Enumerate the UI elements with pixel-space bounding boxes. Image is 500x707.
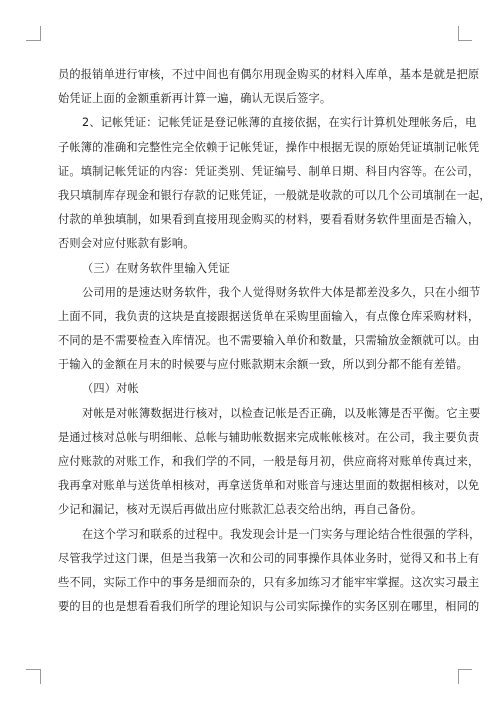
text-line: 否则会对应付账款有影响。 [58, 237, 195, 251]
text-line: 我再拿对账单与送货单相核对，再拿送货单和对账音与速达里面的数据相核对，以免 [58, 479, 480, 493]
crop-mark-top-right [458, 40, 472, 41]
text-line: 公司用的是速达财务软件，我个人觉得财务软件大体是都差没多久，只在小细节 [82, 285, 481, 299]
text-line: 尽管我学过这门课，但是当我第一次和公司的同事操作具体业务时，觉得又和书上有 [58, 551, 480, 565]
crop-mark-bottom-left [26, 669, 40, 670]
text-line: 在这个学习和联系的过程中。我发现会计是一门实务与理论结合性很强的学科， [82, 527, 481, 541]
text-line: 员的报销单进行审核，不过中间也有偶尔用现金购买的材料入库单，基本是就是把原 [58, 68, 480, 81]
text-line: （三）在财务软件里输入凭证 [82, 261, 231, 275]
text-line: 证。填制记帐凭证的内容：凭证类别、凭证编号、制单日期、科目内容等。在公司， [58, 164, 480, 178]
text-line: 子帐簿的准确和完整性完全依赖于记帐凭证，操作中根据无误的原始凭证填制记帐凭 [58, 140, 480, 154]
text-line: 要的目的也是想看看我们所学的理论知识与公司实际操作的实务区别在哪里，相同的 [58, 600, 480, 614]
text-line: 对帐是对帐簿数据进行核对，以检查记帐是否正确，以及帐簿是否平衡。它主要 [82, 406, 481, 420]
text-line: 应付账款的对账工作，和我们学的不同，一般是每月初，供应商将对账单传真过来， [58, 455, 480, 468]
text-line: 不同的是不需要检查入库情况。也不需要输入单价和数量，只需输放金额就可以。由 [58, 334, 480, 348]
text-line: 上面不同，我负责的这块是直接跟据送货单在采购里面输入，有点像仓库采购材料， [58, 309, 480, 323]
crop-mark-bottom-right [458, 669, 459, 684]
text-line: 些不同，实际工作中的事务是细而杂的，只有多加练习才能牢牢掌握。这次实习最主 [58, 575, 480, 589]
text-line: 我只填制库存现金和银行存款的记账凭证，一般就是收款的可以几个公司填制在一起， [58, 188, 491, 202]
text-line: 于输入的金额在月末的时候要与应付账款期末余额一致，所以到分都不能有差错。 [58, 358, 468, 372]
text-line: （四）对帐 [82, 382, 139, 396]
text-line: 付款的单独填制，如果看到直接用现金购买的材料，要看看财务软件里面是否输入， [58, 213, 480, 227]
crop-mark-top-right [458, 26, 459, 41]
crop-mark-bottom-left [40, 669, 41, 684]
text-line: 是通过核对总帐与明细帐、总帐与辅助帐数据来完成帐帐核对。在公司，我主要负责 [58, 430, 480, 444]
crop-mark-top-left [40, 26, 41, 41]
crop-mark-top-left [26, 40, 40, 41]
document-body [58, 63, 491, 619]
crop-mark-bottom-right [458, 669, 472, 670]
text-line: 2、记帐凭证：记帐凭证是登记帐薄的直接依据，在实行计算机处理帐务后，电 [82, 116, 477, 130]
text-line: 少记和漏记，核对无误后再做出应付账款汇总表交给出纳，再自己备份。 [58, 503, 423, 517]
text-line: 始凭证上面的金额重新再计算一遍，确认无误后签字。 [58, 92, 332, 106]
